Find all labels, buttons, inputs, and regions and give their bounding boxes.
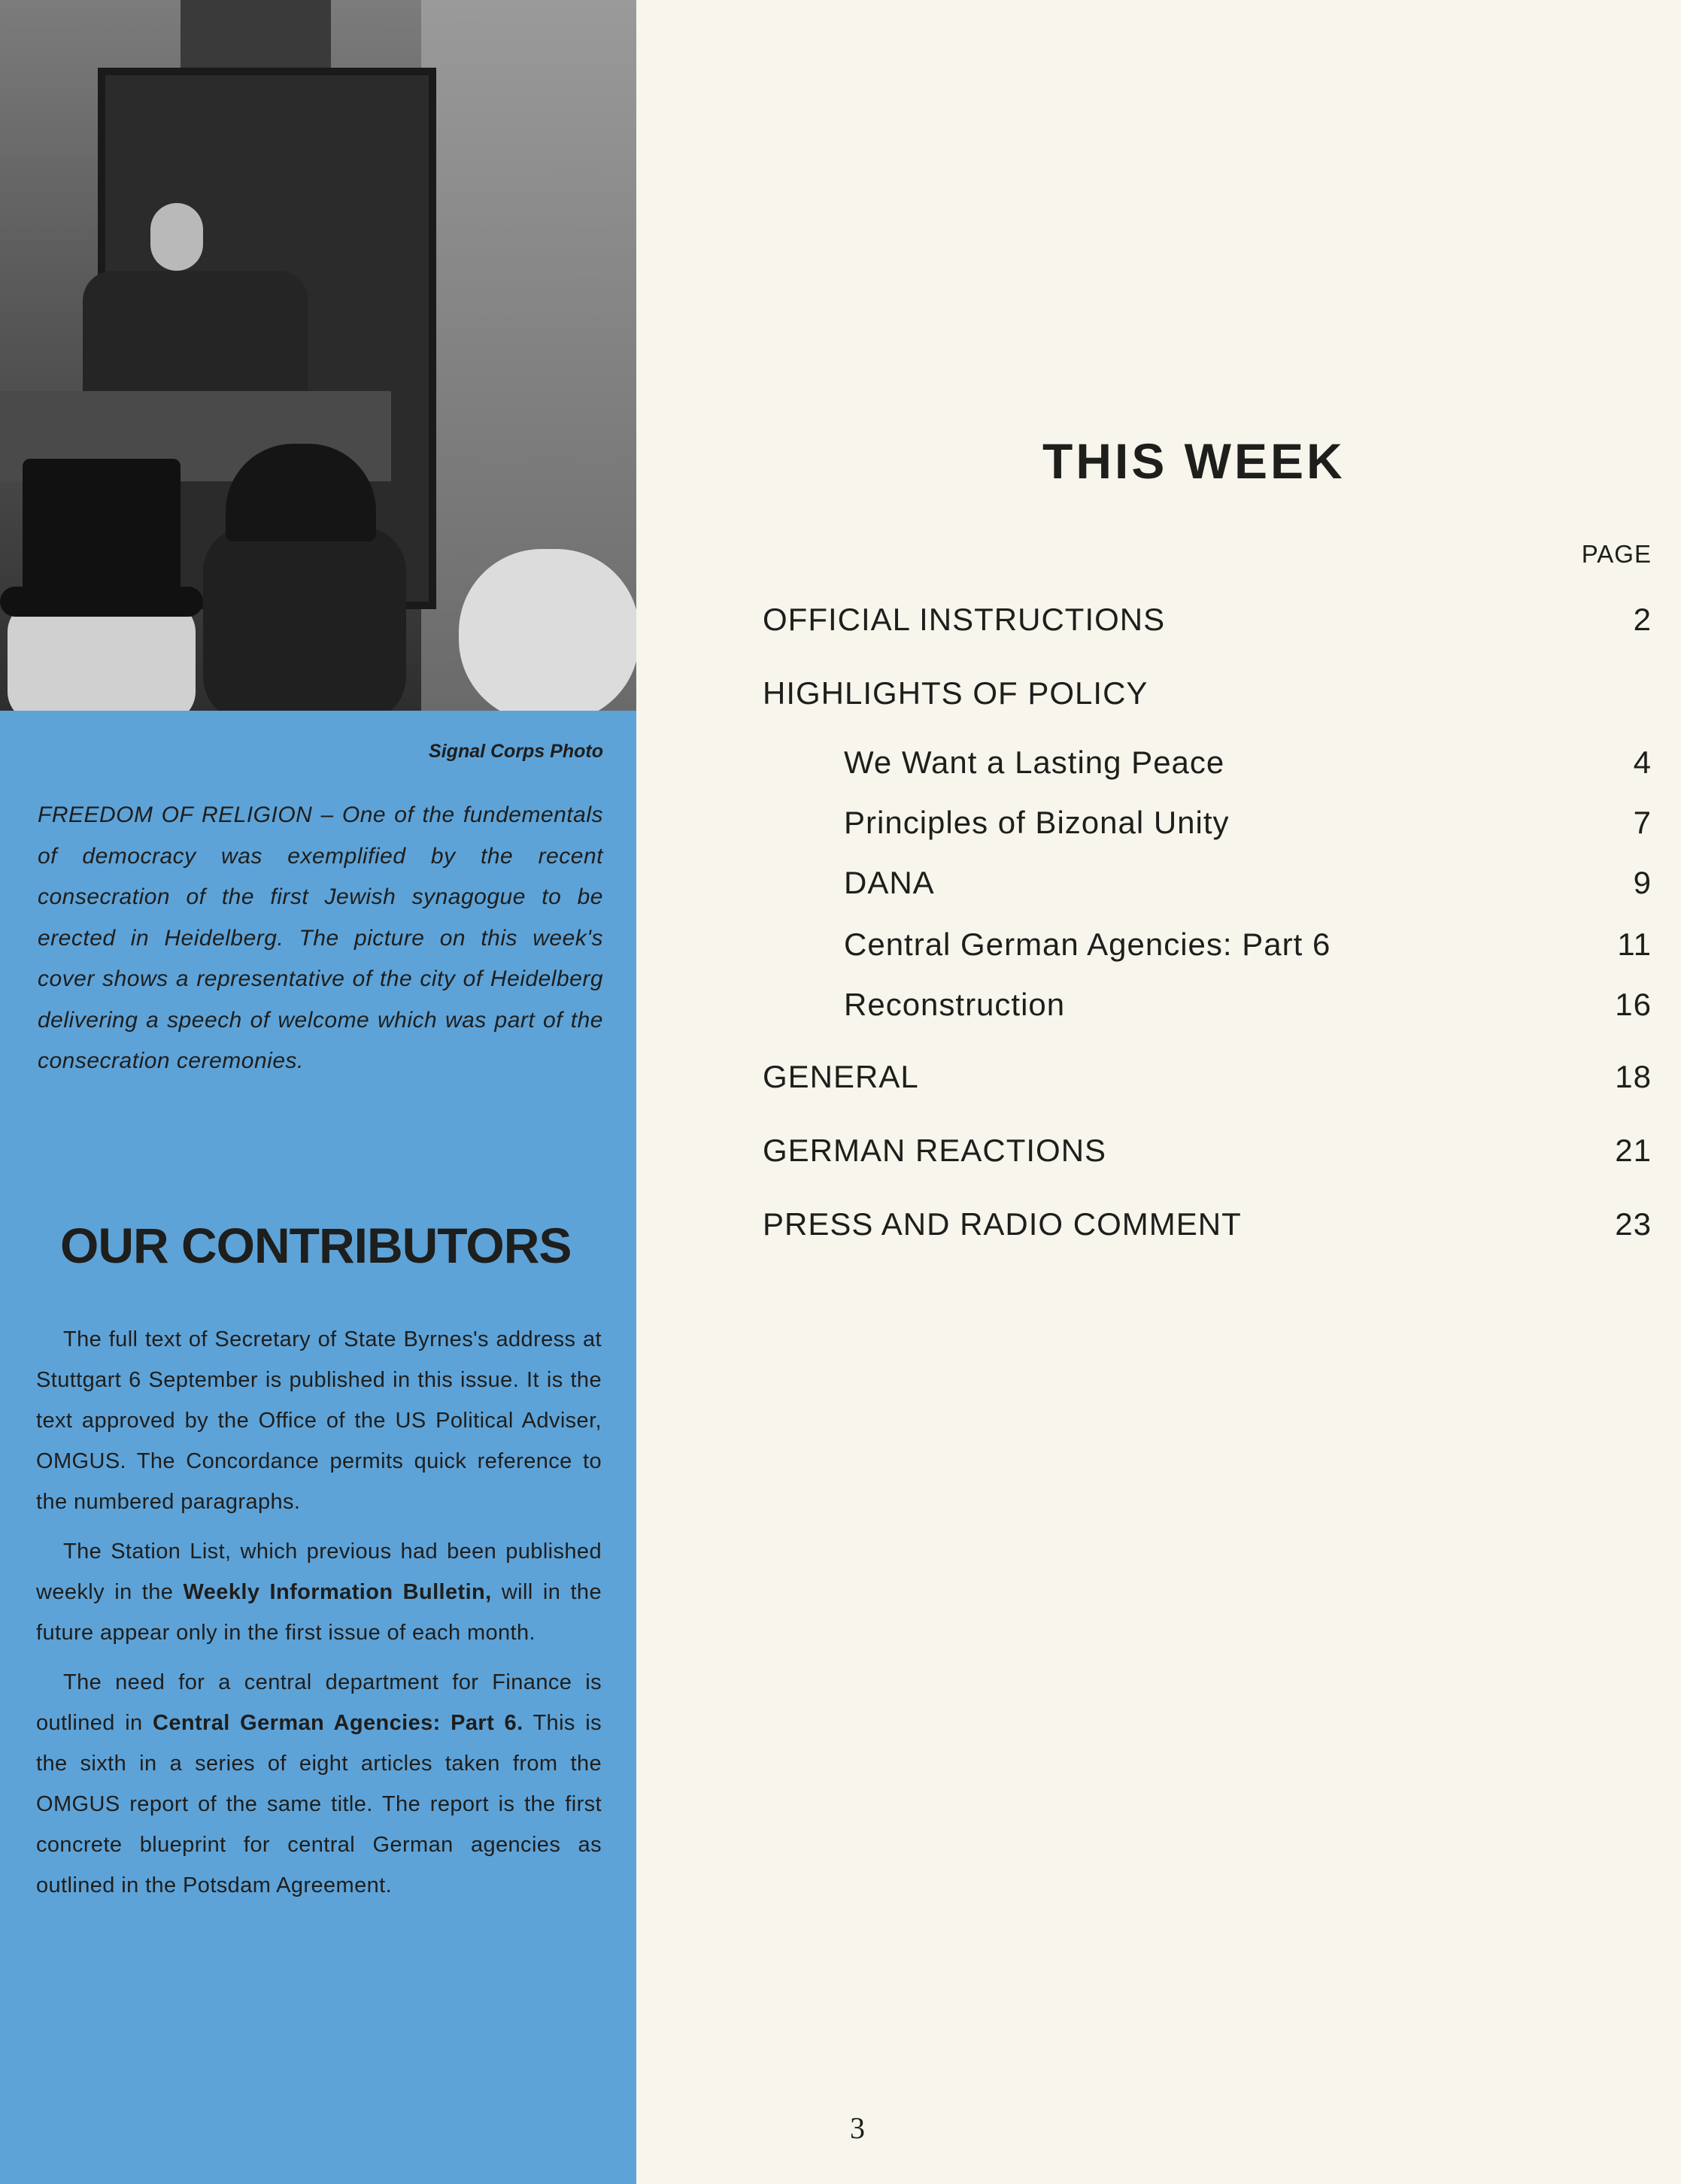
toc-title: THIS WEEK bbox=[1042, 433, 1346, 489]
cover-photo bbox=[0, 0, 636, 711]
toc-entry[interactable]: GENERAL 18 bbox=[763, 1059, 1652, 1094]
toc-subentry[interactable]: Reconstruction 16 bbox=[844, 987, 1652, 1022]
left-column bbox=[0, 0, 636, 2184]
page-column-header: PAGE bbox=[1581, 540, 1652, 568]
contributors-paragraph-3: The need for a central department for Finance is outlined in Central German Agencies: Part 6. This is the sixth in a series of eight articles taken from the OMGUS report of the same title. The report is the first concrete blueprint for central German agencies as outlined in the Potsdam Agreement. bbox=[36, 1670, 602, 1897]
contributors-paragraph-1: The full text of Secretary of State Byrnes's address at Stuttgart 6 September is published in this issue. It is the text approved by the Office of the US Political Adviser, OMGUS. The Concordance permits quick reference to the numbered paragraphs. bbox=[36, 1327, 602, 1514]
toc-subentry[interactable]: Central German Agencies: Part 6 11 bbox=[844, 927, 1652, 962]
contributors-text bbox=[36, 1319, 602, 1915]
page-number: 3 bbox=[850, 2111, 865, 2145]
toc-subentry[interactable]: DANA 9 bbox=[844, 865, 1652, 900]
table-of-contents bbox=[636, 0, 1681, 2184]
photo-credit: Signal Corps Photo bbox=[429, 741, 603, 762]
photo-caption: FREEDOM OF RELIGION – One of the fundementals of democracy was exemplified by the recent consecration of the first Jewish synagogue to be erected in Heidelberg. The picture on this week's cover shows a representative of the city of Heidelberg delivering a speech of welcome which was part of the consecration ceremonies. bbox=[38, 802, 603, 1073]
toc-entry[interactable]: PRESS AND RADIO COMMENT 23 bbox=[763, 1206, 1652, 1242]
toc-entry[interactable]: OFFICIAL INSTRUCTIONS 2 bbox=[763, 602, 1652, 637]
toc-entry[interactable]: GERMAN REACTIONS 21 bbox=[763, 1133, 1652, 1168]
toc-subentry[interactable]: We Want a Lasting Peace 4 bbox=[844, 745, 1652, 780]
toc-subentry[interactable]: Principles of Bizonal Unity 7 bbox=[844, 805, 1652, 840]
toc-entry[interactable]: HIGHLIGHTS OF POLICY bbox=[763, 675, 1148, 711]
contributors-paragraph-2: The Station List, which previous had been published weekly in the Weekly Information Bulletin, will in the future appear only in the first issue of each month. bbox=[36, 1539, 602, 1645]
contributors-heading: OUR CONTRIBUTORS bbox=[60, 1218, 572, 1273]
